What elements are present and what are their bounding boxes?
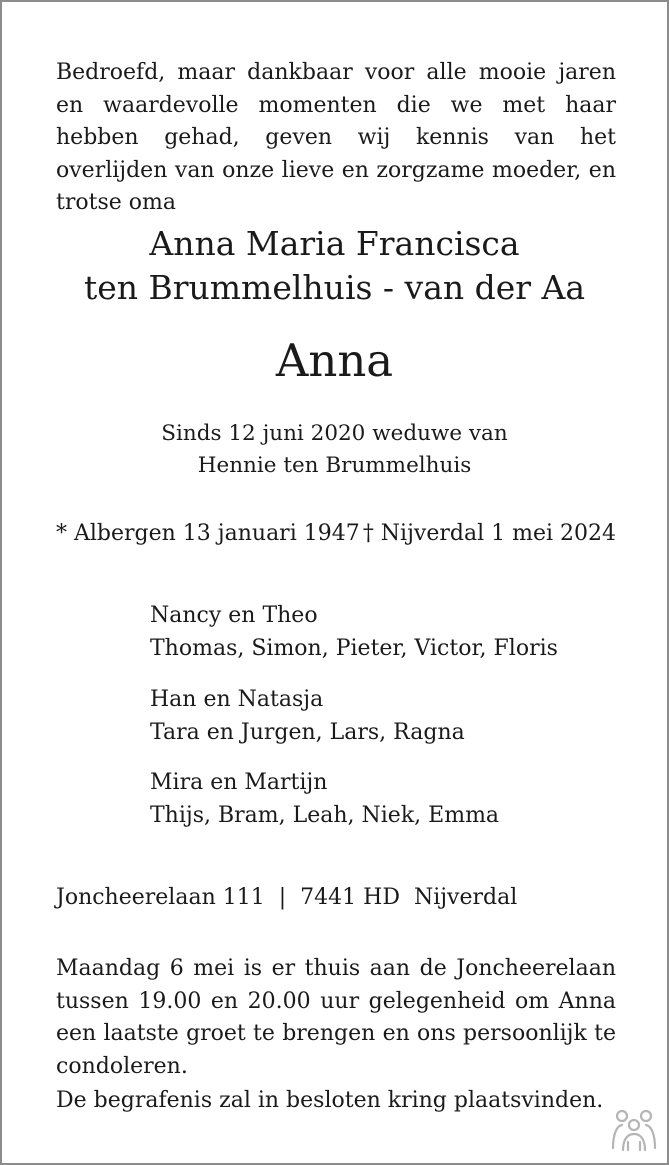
family-group [150,767,620,832]
widow-info [0,418,669,482]
family-couple: Mira en Martijn [150,770,328,795]
family-group [150,600,620,665]
intro-paragraph: Bedroefd, maar dankbaar voor alle mooie jaren en waardevolle momenten die we met haar hebben gehad, geven wij kennis van het overlijden van onze lieve en zorgzame moeder, en trotse oma [56,60,616,215]
family-children: Tara en Jurgen, Lars, Ragna [150,719,465,745]
family-children: Thijs, Bram, Leah, Niek, Emma [150,802,500,828]
family-children: Thomas, Simon, Pieter, Victor, Floris [150,635,558,661]
widow-line-1: Sinds 12 juni 2020 weduwe van [161,421,508,446]
address-street: Joncheerelaan 111 [56,885,265,910]
death-date: † Nijverdal 1 mei 2024 [362,521,616,546]
correspondence-address [56,882,517,914]
address-separator: | [278,885,287,910]
calling-name: Anna [275,334,394,387]
people-group-icon [608,1108,660,1152]
birth-date: * Albergen 13 januari 1947 [56,521,360,546]
full-name-line-2: ten Brummelhuis - van der Aa [83,268,586,307]
full-name-line-1: Anna Maria Francisca [149,224,520,263]
widow-line-2: Hennie ten Brummelhuis [197,453,472,478]
visit-paragraph: Maandag 6 mei is er thuis aan de Joncheerelaan tussen 19.00 en 20.00 uur gelegenheid om Anna een laatste groet te brengen en ons persoonlijk te condoleren. [56,956,616,1079]
family-couple: Han en Natasja [150,687,324,712]
funeral-note: De begrafenis zal in besloten kring plaatsvinden. [56,1088,604,1113]
family-group [150,684,620,749]
family-couple: Nancy en Theo [150,603,318,628]
address-postal-city: 7441 HD Nijverdal [300,885,518,910]
